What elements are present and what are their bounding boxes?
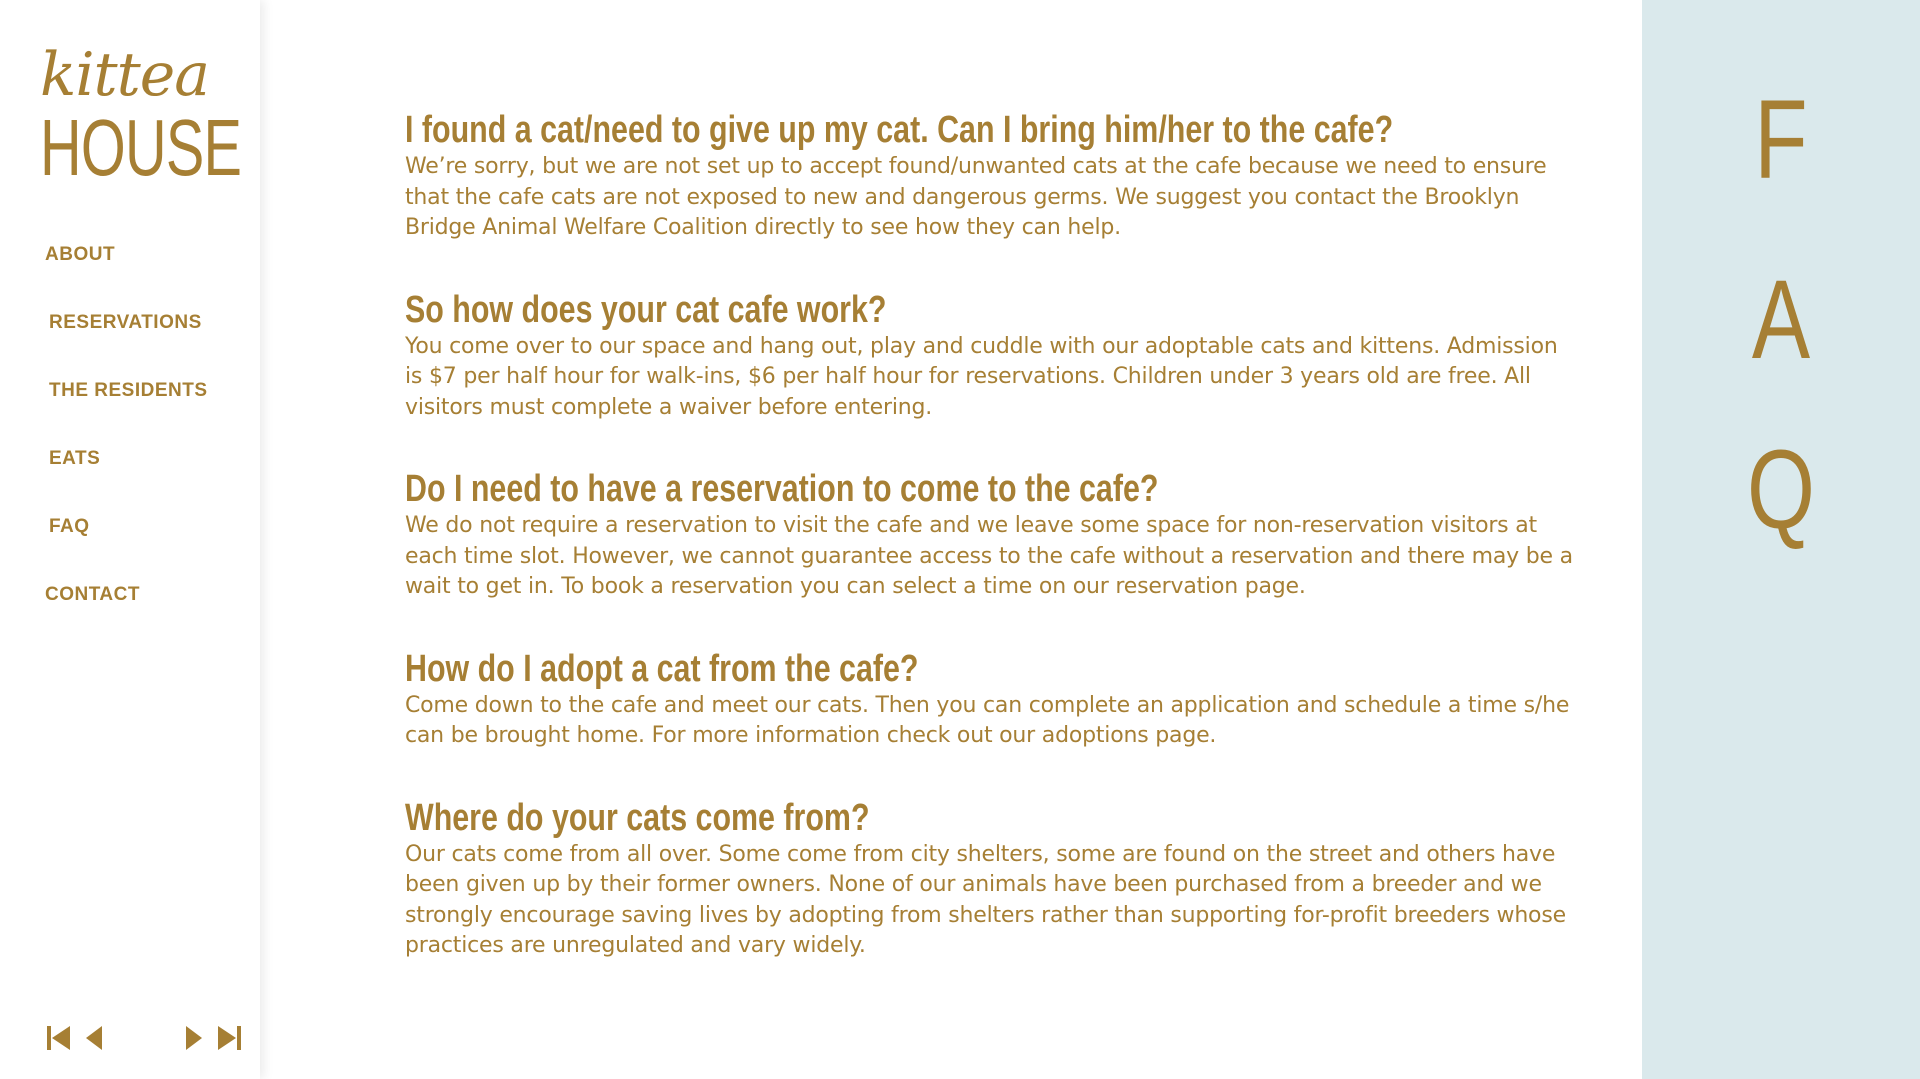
last-page-icon[interactable]: [214, 1022, 254, 1054]
faq-title-letter-f: F: [1754, 77, 1808, 202]
nav-item-reservations[interactable]: RESERVATIONS: [49, 312, 202, 333]
pager-spacer: [124, 1022, 174, 1054]
sidebar: [0, 0, 260, 1079]
nav-item-contact[interactable]: CONTACT: [45, 584, 140, 605]
logo-wordmark: HOUSE: [40, 103, 242, 192]
faq-title-letter-q: Q: [1747, 427, 1815, 552]
next-page-icon[interactable]: [174, 1022, 214, 1054]
first-page-icon[interactable]: [44, 1022, 84, 1054]
faq-item: [405, 288, 1575, 424]
faq-item: [405, 108, 1575, 244]
faq-answer: Come down to the cafe and meet our cats. Then you can complete an application and schedule a time s/he can be brought home. For more information check out our adoptions page.: [405, 692, 1570, 748]
nav-item-faq[interactable]: FAQ: [49, 516, 90, 537]
faq-content: [405, 108, 1575, 1006]
logo-script-text: kittea: [40, 40, 210, 110]
faq-answer: You come over to our space and hang out, play and cuddle with our adoptable cats and kittens. Admission is $7 per half hour for walk-ins, $6 per half hour for reservations. Children under 3 years old are free. All visitors must complete a waiver before entering.: [405, 333, 1558, 420]
faq-question: I found a cat/need to give up my cat. Can I bring him/her to the cafe?: [405, 109, 1394, 151]
nav-item-about[interactable]: ABOUT: [45, 244, 116, 265]
main-nav: [45, 240, 208, 648]
faq-title-letter-a: A: [1751, 257, 1811, 382]
nav-item-eats[interactable]: EATS: [49, 448, 101, 469]
faq-question: So how does your cat cafe work?: [405, 288, 887, 331]
faq-item: [405, 647, 1575, 752]
faq-question: Do I need to have a reservation to come to the cafe?: [405, 468, 1159, 510]
faq-question: How do I adopt a cat from the cafe?: [405, 647, 919, 690]
faq-title-panel: [1642, 0, 1920, 1079]
page-navigation: [44, 1022, 254, 1054]
faq-answer: We do not require a reservation to visit the cafe and we leave some space for non-reservation visitors at each time slot. However, we cannot guarantee access to the cafe without a reservation and there may be a wait to get in. To book a reservation you can select a time on our reservation page.: [405, 513, 1573, 599]
faq-answer: We’re sorry, but we are not set up to accept found/unwanted cats at the cafe because we need to ensure that the cafe cats are not exposed to new and dangerous germs. We suggest you contact the Brooklyn Bridge Animal Welfare Coalition directly to see how they can help.: [405, 154, 1547, 240]
previous-page-icon[interactable]: [84, 1022, 124, 1054]
faq-item: [405, 796, 1575, 962]
nav-item-the-residents[interactable]: THE RESIDENTS: [49, 380, 208, 401]
faq-question: Where do your cats come from?: [405, 796, 870, 839]
faq-answer: Our cats come from all over. Some come from city shelters, some are found on the street and others have been given up by their former owners. None of our animals have been purchased from a breeder and we strongly encourage saving lives by adopting from shelters rather than supporting for-profit breeders whose practices are unregulated and vary widely.: [405, 841, 1566, 958]
faq-item: [405, 467, 1575, 603]
kittea-house-logo[interactable]: [40, 40, 242, 192]
